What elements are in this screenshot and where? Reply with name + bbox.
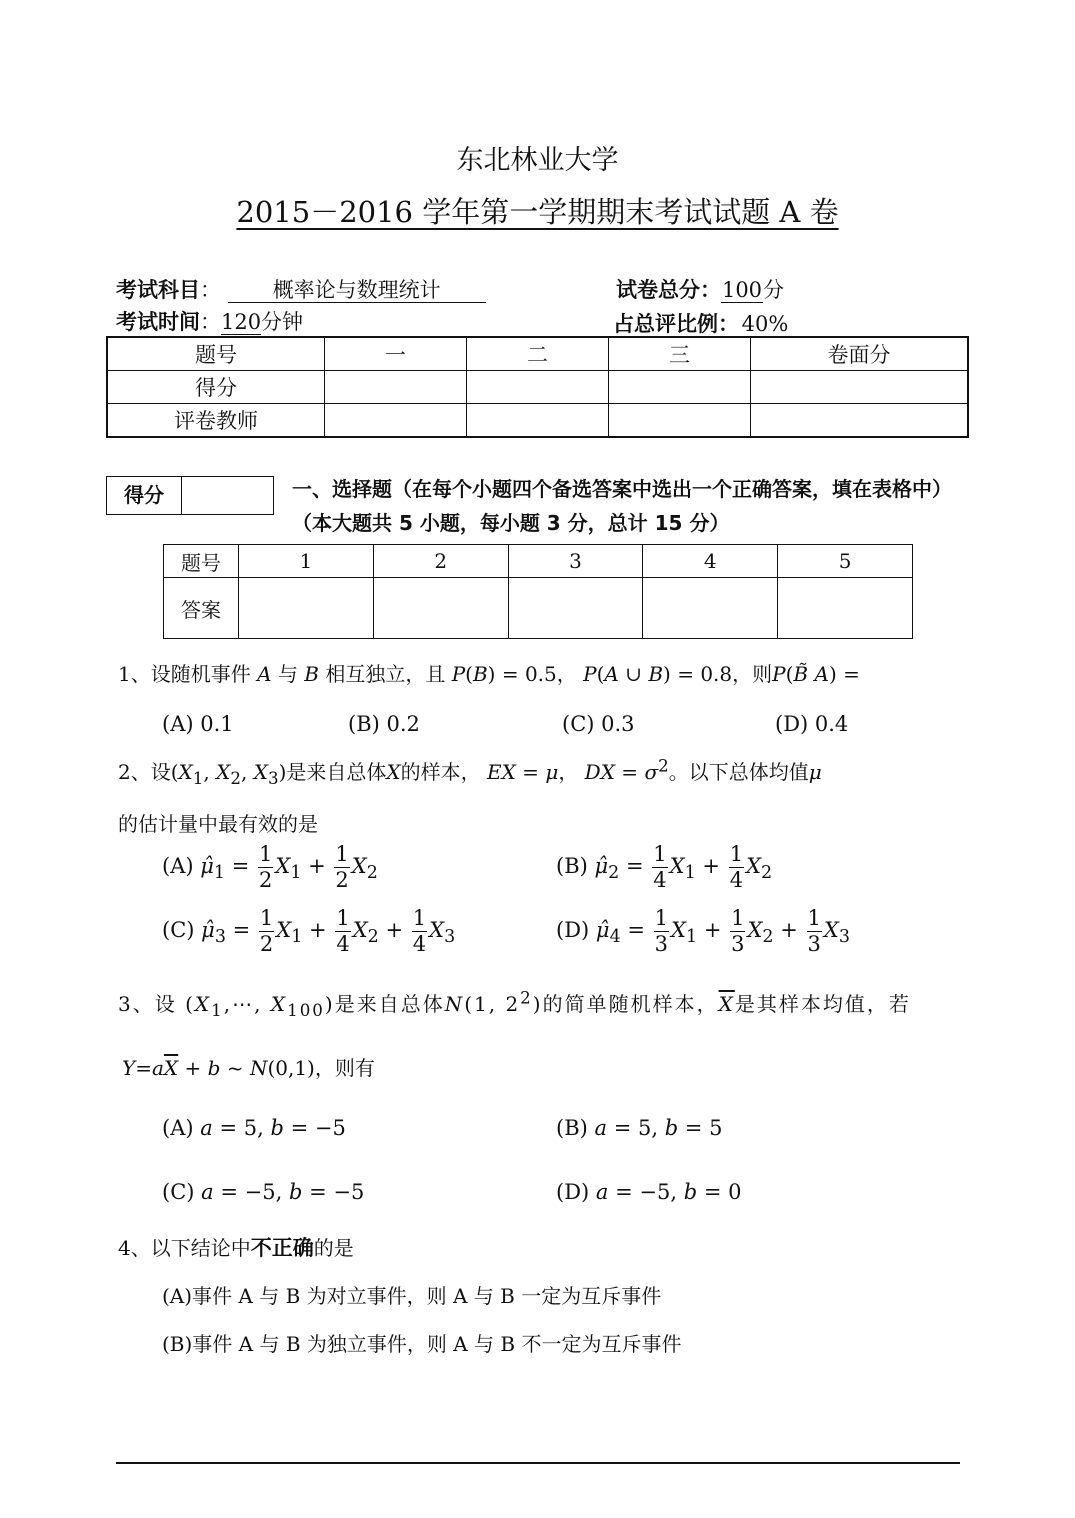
question-number: 3 xyxy=(508,545,643,578)
q3-option-d[interactable]: (D) a = −5, b = 0 xyxy=(556,1180,742,1204)
ratio-value: 40% xyxy=(739,312,791,337)
section-title: 一、选择题（在每个小题四个备选答案中选出一个正确答案，填在表格中）（本大题共 5 小题，每小题 3 分，总计 15 分） xyxy=(292,477,952,535)
answer-table xyxy=(163,544,913,639)
table-row xyxy=(107,404,968,438)
question-number: 2 xyxy=(373,545,508,578)
answer-cell[interactable] xyxy=(643,578,778,639)
table-row xyxy=(164,578,913,639)
q3-option-a[interactable]: (A) a = 5, b = −5 xyxy=(162,1116,346,1140)
time-label: 考试时间 xyxy=(116,310,200,334)
score-cell[interactable] xyxy=(609,371,751,404)
answer-row-label: 题号 xyxy=(164,545,239,578)
row-label: 评卷教师 xyxy=(107,404,325,438)
q1-option-a[interactable]: (A) 0.1 xyxy=(162,712,234,736)
question-number: 5 xyxy=(778,545,913,578)
q3-option-c[interactable]: (C) a = −5, b = −5 xyxy=(162,1180,365,1204)
time-value: 120 xyxy=(221,310,262,334)
q4-emphasis: 不正确 xyxy=(250,1236,314,1260)
subject-value: 概率论与数理统计 xyxy=(228,278,486,303)
q1-option-b[interactable]: (B) 0.2 xyxy=(348,712,420,736)
q2-option-a[interactable]: (A) $\mû_1$ = $\frac{1}{2}$ $X_1$ + $\frac{1}{2}$ $X_2$ xyxy=(162,842,378,892)
score-cell[interactable] xyxy=(467,371,609,404)
score-header: 题号 xyxy=(107,337,325,371)
table-row xyxy=(107,337,968,371)
total-value: 100 xyxy=(721,278,763,302)
table-row xyxy=(107,371,968,404)
time-unit: 分钟 xyxy=(261,310,303,334)
table-row xyxy=(164,545,913,578)
question-4: 4、以下结论中不正确的是 xyxy=(118,1236,354,1260)
total-row xyxy=(616,274,784,304)
ratio-row xyxy=(613,308,791,338)
score-header: 一 xyxy=(325,337,467,371)
score-header: 卷面分 xyxy=(751,337,969,371)
grader-cell[interactable] xyxy=(467,404,609,438)
time-row: 考试时间：120分钟 xyxy=(116,310,303,334)
university-name: 东北林业大学 xyxy=(456,145,619,176)
q3-option-b[interactable]: (B) a = 5, b = 5 xyxy=(556,1116,723,1140)
question-2-cont: 的估计量中最有效的是 xyxy=(118,812,318,836)
q4-option-b[interactable]: (B)事件 A 与 B 为独立事件，则 A 与 B 不一定为互斥事件 xyxy=(162,1332,682,1356)
answer-row-label: 答案 xyxy=(164,578,239,639)
q4-option-a[interactable]: (A)事件 A 与 B 为对立事件，则 A 与 B 一定为互斥事件 xyxy=(162,1284,662,1308)
answer-cell[interactable] xyxy=(508,578,643,639)
subject-row: 考试科目： 概率论与数理统计 xyxy=(116,274,486,304)
answer-cell[interactable] xyxy=(373,578,508,639)
score-cell[interactable] xyxy=(751,371,969,404)
question-3-cont: $Y=a\overline{X} + b$ ~ N(0,1)，则有 xyxy=(122,1056,375,1080)
answer-cell[interactable] xyxy=(239,578,374,639)
subject-label: 考试科目 xyxy=(116,278,200,302)
score-cell[interactable] xyxy=(325,371,467,404)
score-header: 二 xyxy=(467,337,609,371)
row-label: 得分 xyxy=(107,371,325,404)
q2-option-d[interactable]: (D) $\mû_4$ = $\frac{1}{3}$ $X_1$ + $\frac{1}{3}$ $X_2$ + $\frac{1}{3}$ $X_3$ xyxy=(556,906,850,956)
q2-option-b[interactable]: (B) $\mû_2$ = $\frac{1}{4}$ $X_1$ + $\frac{1}{4}$ $X_2$ xyxy=(556,842,773,892)
exam-title: 2015－2016 学年第一学期期末考试试题 A 卷 xyxy=(236,195,839,229)
section-score-box xyxy=(106,476,274,515)
total-label: 试卷总分： xyxy=(616,278,721,302)
question-2: 2、设($X_1$, $X_2$, $X_3$)是来自总体X的样本， EX = μ， DX = $\sigma^2$。以下总体均值μ xyxy=(118,756,822,788)
ratio-label: 占总评比例： xyxy=(613,312,739,336)
total-unit: 分 xyxy=(763,278,784,302)
question-number: 1 xyxy=(239,545,374,578)
question-3: 3、设 ($X_1,\cdots$, $X_{100}$)是来自总体N(1, $2^2$)的简单随机样本，$\overline{X}$是其样本均值，若 xyxy=(118,988,911,1020)
q2-option-c[interactable]: (C) $\mû_3$ = $\frac{1}{2}$ $X_1$ + $\frac{1}{4}$ $X_2$ + $\frac{1}{4}$ $X_3$ xyxy=(162,906,456,956)
q1-option-c[interactable]: (C) 0.3 xyxy=(562,712,635,736)
section-score-label: 得分 xyxy=(107,477,182,514)
answer-cell[interactable] xyxy=(778,578,913,639)
question-1: 1、设随机事件 A 与 B 相互独立，且 P(B) = 0.5， P(A ∪ B) = 0.8，则P(B̃ A) = xyxy=(118,662,860,686)
grader-cell[interactable] xyxy=(609,404,751,438)
q1-option-d[interactable]: (D) 0.4 xyxy=(775,712,849,736)
score-table xyxy=(106,336,969,438)
grader-cell[interactable] xyxy=(751,404,969,438)
grader-cell[interactable] xyxy=(325,404,467,438)
footer-rule xyxy=(116,1462,960,1464)
question-number: 4 xyxy=(643,545,778,578)
score-header: 三 xyxy=(609,337,751,371)
